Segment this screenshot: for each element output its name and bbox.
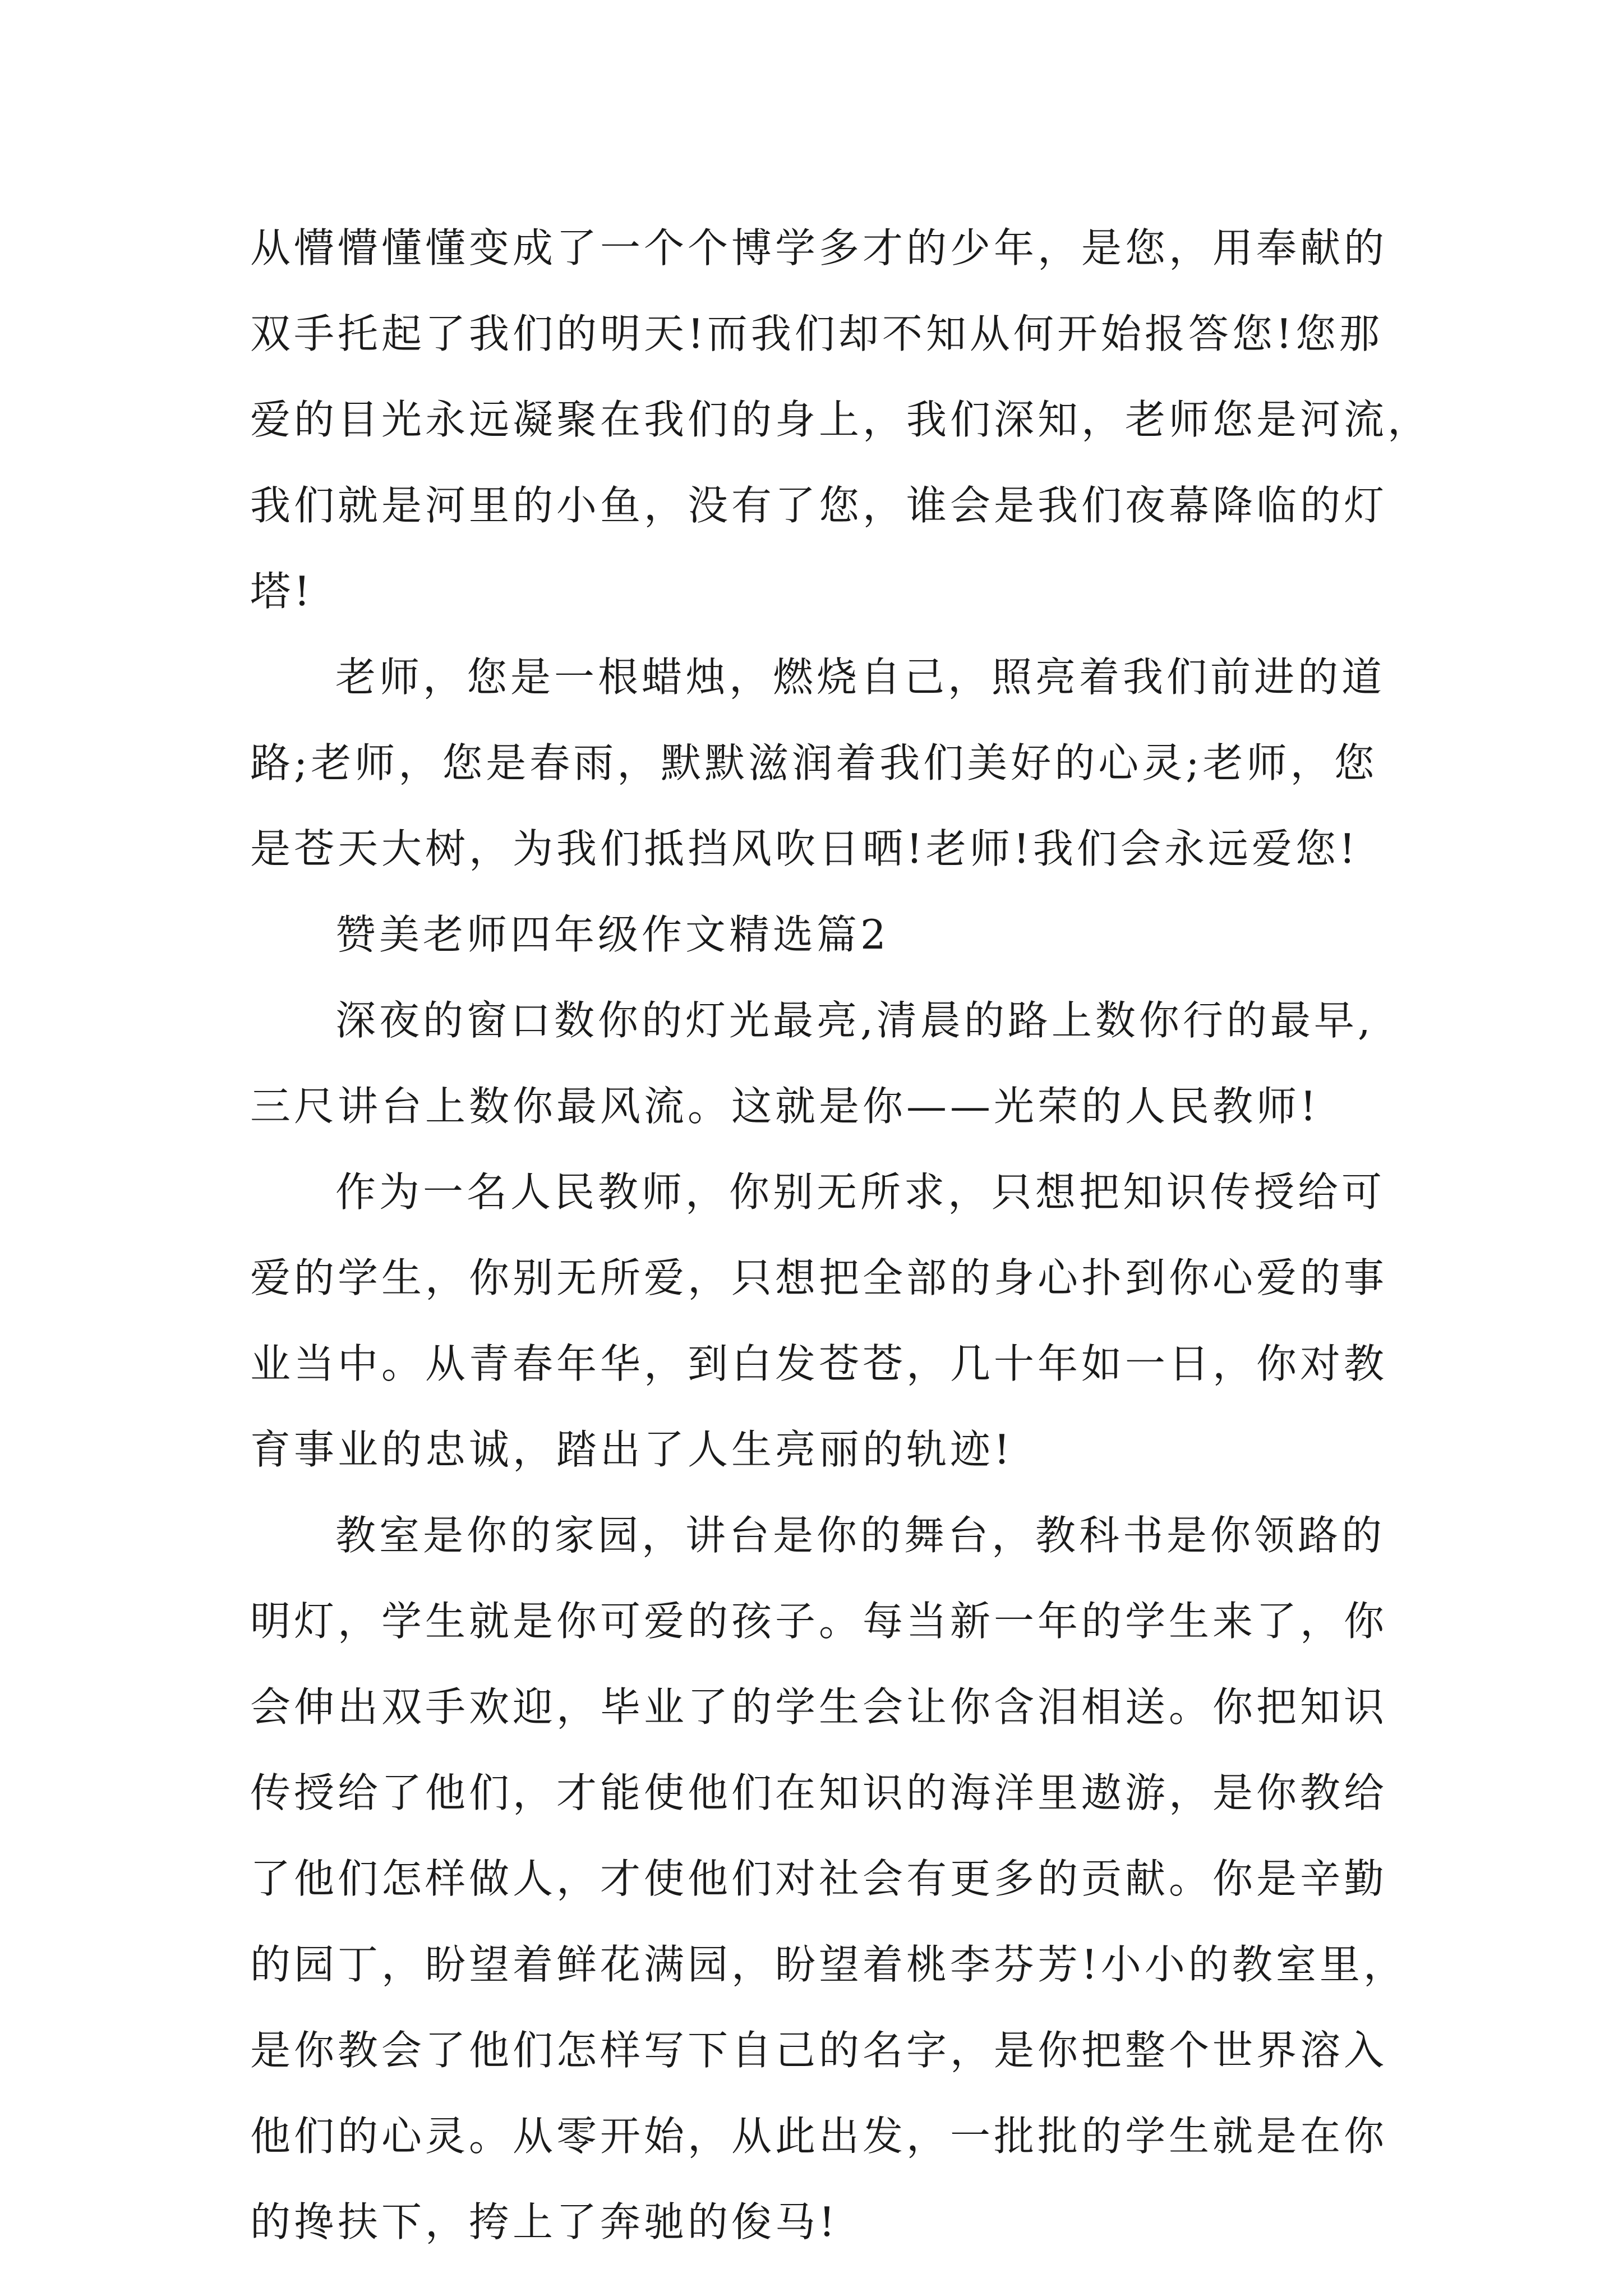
text-line: 我们就是河里的小鱼，没有了您，谁会是我们夜幕降临的灯 [250,482,1388,529]
paragraph-4 [250,1149,1389,1493]
text-line: 的园丁，盼望着鲜花满园，盼望着桃李芬芳!小小的教室里， [250,1941,1407,1988]
paragraph-5 [250,1493,1407,2265]
text-line: 双手托起了我们的明天!而我们却不知从何开始报答您!您那 [250,310,1383,357]
text-line: 从懵懵懂懂变成了一个个博学多才的少年，是您，用奉献的 [250,224,1388,272]
heading-line: 赞美老师四年级作文精选篇2 [335,911,889,958]
text-line: 的搀扶下，挎上了奔驰的俊马! [250,2198,838,2246]
text-line: 塔! [250,568,313,615]
paragraph-1 [250,205,1432,634]
text-line: 业当中。从青春年华，到白发苍苍，几十年如一日，你对教 [250,1340,1388,1387]
text-line: 教室是你的家园，讲台是你的舞台，教科书是你领路的 [335,1512,1386,1559]
section-heading [250,892,1389,978]
text-line: 三尺讲台上数你最风流。这就是你——光荣的人民教师! [250,1083,1320,1130]
text-line: 明灯，学生就是你可爱的孩子。每当新一年的学生来了，你 [250,1598,1388,1645]
paragraph-2 [250,634,1389,892]
text-line: 深夜的窗口数你的灯光最亮,清晨的路上数你行的最早, [335,997,1374,1044]
paragraph-3 [250,978,1389,1149]
body-text [250,205,1432,2265]
text-line: 老师，您是一根蜡烛，燃烧自己，照亮着我们前进的道 [335,654,1386,701]
text-line: 他们的心灵。从零开始，从此出发，一批批的学生就是在你 [250,2113,1388,2160]
text-line: 传授给了他们，才能使他们在知识的海洋里遨游，是你教给 [250,1769,1388,1816]
text-line: 路;老师，您是春雨，默默滋润着我们美好的心灵;老师，您 [250,739,1378,786]
text-line: 了他们怎样做人，才使他们对社会有更多的贡献。你是辛勤 [250,1855,1388,1902]
text-line: 会伸出双手欢迎，毕业了的学生会让你含泪相送。你把知识 [250,1683,1388,1731]
text-line: 是苍天大树，为我们抵挡风吹日晒!老师!我们会永远爱您! [250,825,1359,872]
text-line: 作为一名人民教师，你别无所求，只想把知识传授给可 [335,1168,1386,1216]
text-line: 爱的学生，你别无所爱，只想把全部的身心扑到你心爱的事 [250,1254,1388,1301]
text-line: 是你教会了他们怎样写下自己的名字，是你把整个世界溶入 [250,2027,1388,2074]
text-line: 爱的目光永远凝聚在我们的身上，我们深知，老师您是河流， [250,396,1432,443]
text-line: 育事业的忠诚，踏出了人生亮丽的轨迹! [250,1426,1013,1473]
